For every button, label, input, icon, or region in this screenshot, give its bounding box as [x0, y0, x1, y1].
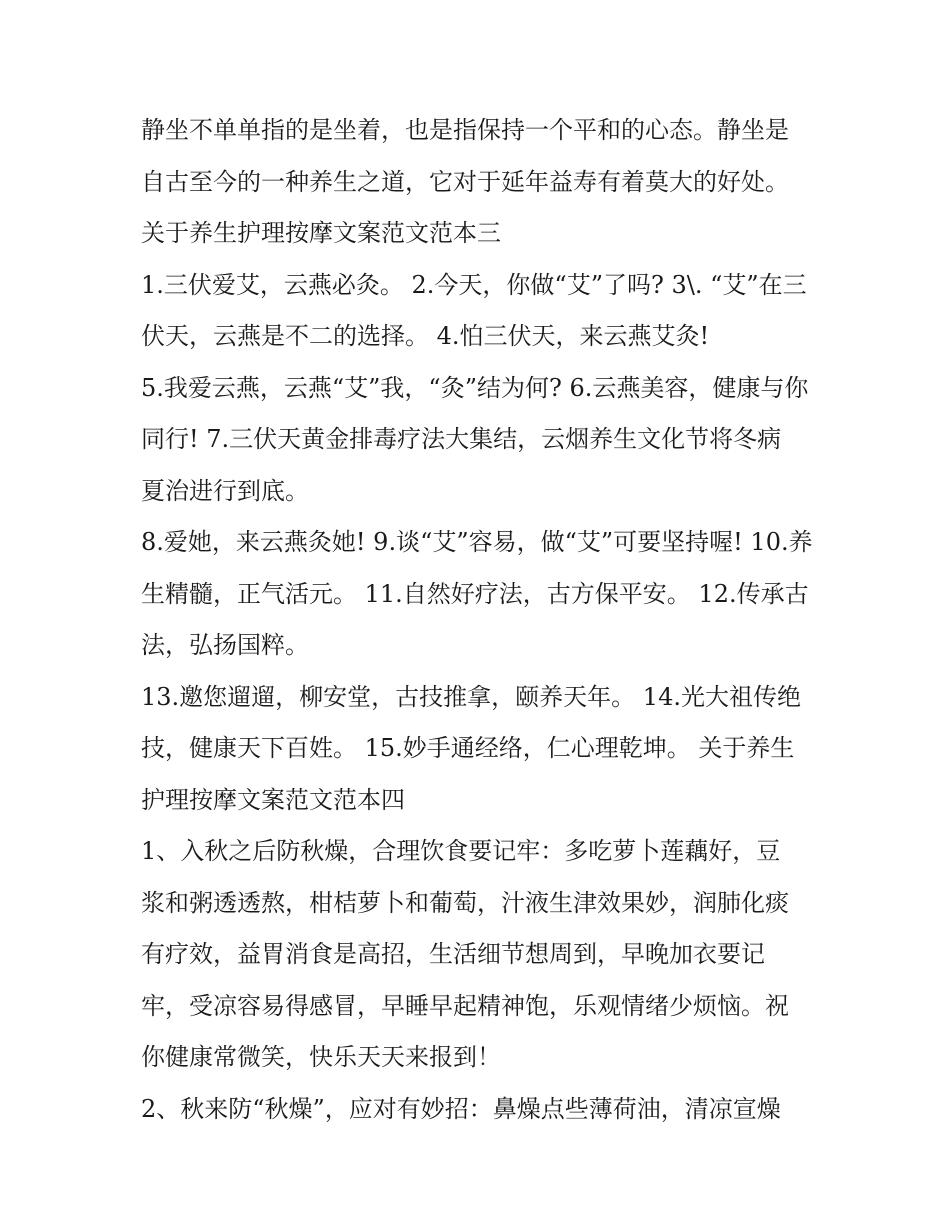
text-line: 8.爱她，来云燕灸她! 9.谈“艾”容易，做“艾”可要坚持喔! 10.养	[141, 528, 813, 556]
text-line: 法，弘扬国粹。	[141, 631, 309, 659]
text-line: 2、秋来防“秋燥”，应对有妙招：鼻燥点些薄荷油，清凉宣燥	[141, 1094, 781, 1123]
text-line: 技，健康天下百姓。 15.妙手通经络，仁心理乾坤。 关于养生	[141, 734, 795, 762]
text-line: 浆和粥透透熬，柑桔萝卜和葡萄，汁液生津效果妙，润肺化痰	[141, 888, 789, 917]
text-line: 你健康常微笑，快乐天天来报到！	[141, 1043, 501, 1071]
text-line: 牢，受凉容易得感冒，早睡早起精神饱，乐观情绪少烦恼。祝	[141, 991, 789, 1020]
text-line: 同行! 7.三伏天黄金排毒疗法大集结，云烟养生文化节将冬病	[141, 425, 782, 453]
text-line: 1.三伏爱艾，云燕必灸。 2.今天，你做“艾”了吗? 3\. “艾”在三	[141, 270, 807, 299]
text-line: 夏治进行到底。	[141, 476, 309, 505]
text-line: 自古至今的一种养生之道，它对于延年益寿有着莫大的好处。	[141, 167, 789, 196]
text-line: 伏天，云燕是不二的选择。 4.怕三伏天，来云燕艾灸!	[141, 322, 710, 350]
section-heading: 护理按摩文案范文范本四	[141, 785, 405, 814]
text-line: 1、入秋之后防秋燥，合理饮食要记牢：多吃萝卜莲藕好，豆	[141, 837, 781, 865]
text-line: 13.邀您遛遛，柳安堂，古技推拿，颐养天年。 14.光大祖传绝	[141, 682, 801, 711]
document-body	[141, 105, 821, 1135]
section-heading: 关于养生护理按摩文案范文范本三	[141, 219, 501, 247]
text-line: 5.我爱云燕，云燕“艾”我，“灸”结为何? 6.云燕美容，健康与你	[141, 373, 809, 402]
text-line: 有疗效，益胃消食是高招，生活细节想周到，早晚加衣要记	[141, 940, 765, 968]
text-line: 静坐不单单指的是坐着，也是指保持一个平和的心态。静坐是	[141, 116, 789, 144]
text-line: 生精髓，正气活元。 11.自然好疗法，古方保平安。 12.传承古	[141, 579, 809, 608]
